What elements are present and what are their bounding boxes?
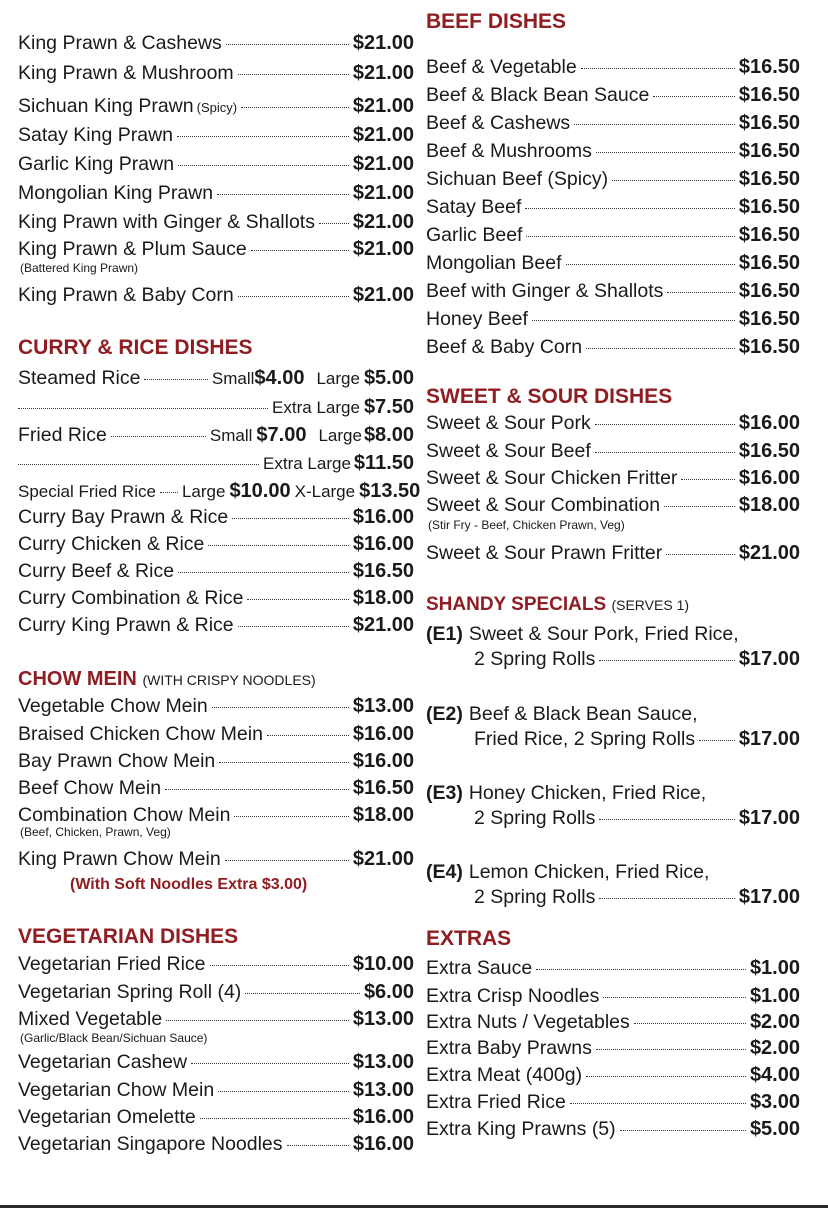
item-price: $16.50 xyxy=(738,336,800,358)
special-description: Sweet & Sour Pork, Fried Rice, xyxy=(468,623,739,645)
item-price: $16.50 xyxy=(738,140,800,162)
item-name: Sweet & Sour Prawn Fritter xyxy=(426,542,663,564)
item-name: Curry Bay Prawn & Rice xyxy=(18,506,229,528)
item-price: $13.00 xyxy=(352,1079,414,1101)
size-label: Large xyxy=(181,482,226,501)
menu-item-row xyxy=(426,1118,800,1141)
menu-item-row xyxy=(426,1011,800,1034)
item-name: King Prawn & Plum Sauce xyxy=(18,238,247,260)
dot-leader xyxy=(18,408,268,409)
dot-leader xyxy=(247,599,348,600)
size-label: X-Large xyxy=(294,482,356,501)
dot-leader xyxy=(191,1063,349,1064)
item-name: Beef & Cashews xyxy=(426,112,571,134)
item-name: Curry Beef & Rice xyxy=(18,560,175,582)
dot-leader xyxy=(586,1076,746,1077)
item-price: $13.00 xyxy=(352,1051,414,1073)
menu-item-row xyxy=(18,848,414,871)
item-price: $17.00 xyxy=(738,728,800,750)
item-name: Vegetarian Fried Rice xyxy=(18,953,206,975)
dot-leader xyxy=(596,152,735,153)
dot-leader xyxy=(166,1020,349,1021)
item-name: Vegetable Chow Mein xyxy=(18,695,208,717)
dot-leader xyxy=(218,1091,349,1092)
menu-item-row xyxy=(18,804,414,827)
size-label: Small xyxy=(211,369,255,388)
menu-item-row xyxy=(18,32,414,55)
menu-item-row xyxy=(18,1133,414,1156)
size-label: Extra Large xyxy=(263,454,351,473)
menu-item-row xyxy=(18,506,414,529)
shandy-heading xyxy=(426,594,689,616)
menu-item-row xyxy=(18,614,414,637)
dot-leader xyxy=(581,68,735,69)
special-description: Honey Chicken, Fried Rice, xyxy=(468,782,707,804)
special-description: Lemon Chicken, Fried Rice, xyxy=(468,861,710,883)
special-description: Beef & Black Bean Sauce, xyxy=(468,703,698,725)
sweet-sour-heading: SWEET & SOUR DISHES xyxy=(426,385,673,408)
item-price: $21.00 xyxy=(352,238,414,260)
dot-leader xyxy=(319,223,349,224)
dot-leader xyxy=(225,860,349,861)
dot-leader xyxy=(144,379,207,380)
dot-leader xyxy=(599,819,734,820)
item-price: $21.00 xyxy=(352,153,414,175)
dot-leader xyxy=(599,660,734,661)
special-line-2 xyxy=(426,886,800,909)
item-name: Mixed Vegetable xyxy=(18,1008,163,1030)
item-name: Curry Combination & Rice xyxy=(18,587,244,609)
item-name: Curry King Prawn & Rice xyxy=(18,614,234,636)
item-name: King Prawn & Baby Corn xyxy=(18,284,234,306)
item-name: Beef & Mushrooms xyxy=(426,140,592,162)
item-price: $21.00 xyxy=(352,62,414,84)
special-description: 2 Spring Rolls xyxy=(474,886,596,908)
item-note: (Stir Fry - Beef, Chicken Prawn, Veg) xyxy=(428,518,625,532)
menu-item-row xyxy=(426,1064,800,1087)
item-price: $16.50 xyxy=(738,168,800,190)
item-price: $16.50 xyxy=(352,560,414,582)
menu-item-row xyxy=(426,985,800,1008)
dot-leader xyxy=(536,969,746,970)
vegetarian-heading: VEGETARIAN DISHES xyxy=(18,925,239,948)
special-description: 2 Spring Rolls xyxy=(474,807,596,829)
item-price: $16.00 xyxy=(738,412,800,434)
special-code: (E1) xyxy=(426,623,463,645)
soft-noodles-note: (With Soft Noodles Extra $3.00) xyxy=(70,876,308,893)
item-price: $21.00 xyxy=(352,95,414,117)
item-name: Satay King Prawn xyxy=(18,124,174,146)
item-price: $8.00 xyxy=(363,424,414,446)
dot-leader xyxy=(232,518,349,519)
item-price: $18.00 xyxy=(352,804,414,826)
dot-leader xyxy=(251,250,349,251)
menu-item-row xyxy=(18,981,414,1004)
item-name: Sweet & Sour Chicken Fritter xyxy=(426,467,678,489)
item-name: Vegetarian Singapore Noodles xyxy=(18,1133,283,1155)
dot-leader xyxy=(234,816,348,817)
menu-item-row xyxy=(18,62,414,85)
item-price: $21.00 xyxy=(738,542,800,564)
dot-leader xyxy=(681,479,734,480)
item-note: (Beef, Chicken, Prawn, Veg) xyxy=(20,825,171,839)
steamed-rice-xl-row xyxy=(18,396,414,419)
item-price: $13.50 xyxy=(359,480,421,502)
dot-leader xyxy=(160,492,178,493)
item-price: $13.00 xyxy=(352,1008,414,1030)
item-price: $7.00 xyxy=(256,424,307,446)
menu-item-row xyxy=(18,533,414,556)
special-description: 2 Spring Rolls xyxy=(474,648,596,670)
item-name: Vegetarian Omelette xyxy=(18,1106,196,1128)
menu-item-row xyxy=(18,238,414,261)
beef-heading: BEEF DISHES xyxy=(426,10,567,33)
dot-leader xyxy=(178,572,349,573)
item-name: King Prawn & Cashews xyxy=(18,32,222,54)
item-price: $21.00 xyxy=(352,211,414,233)
item-price: $3.00 xyxy=(749,1091,800,1113)
menu-item-row xyxy=(18,750,414,773)
shandy-subtitle: (SERVES 1) xyxy=(611,597,690,613)
item-price: $16.00 xyxy=(352,1133,414,1155)
item-price: $21.00 xyxy=(352,848,414,870)
item-price: $13.00 xyxy=(352,695,414,717)
item-name: Extra King Prawns (5) xyxy=(426,1118,616,1140)
menu-item-row xyxy=(18,560,414,583)
item-price: $16.50 xyxy=(738,308,800,330)
item-name: Extra Nuts / Vegetables xyxy=(426,1011,630,1033)
item-price: $1.00 xyxy=(749,957,800,979)
menu-item-row xyxy=(18,953,414,976)
menu-item-row xyxy=(426,494,800,517)
dot-leader xyxy=(217,194,349,195)
menu-item-row xyxy=(426,56,800,79)
special-line-1 xyxy=(426,703,800,726)
item-name: Sweet & Sour Beef xyxy=(426,440,591,462)
dot-leader xyxy=(210,965,349,966)
item-price: $5.00 xyxy=(363,367,414,389)
dot-leader xyxy=(238,296,349,297)
item-price: $16.50 xyxy=(352,777,414,799)
dot-leader xyxy=(525,208,734,209)
menu-item-row xyxy=(18,182,414,205)
item-price: $16.50 xyxy=(738,56,800,78)
item-price: $2.00 xyxy=(749,1011,800,1033)
dot-leader xyxy=(599,898,734,899)
item-name: Vegetarian Spring Roll (4) xyxy=(18,981,242,1003)
item-price: $16.50 xyxy=(738,224,800,246)
item-note: (Battered King Prawn) xyxy=(20,261,139,275)
menu-item-row xyxy=(426,112,800,135)
shandy-title: SHANDY SPECIALS xyxy=(426,594,607,615)
dot-leader xyxy=(586,348,735,349)
item-price: $17.00 xyxy=(738,648,800,670)
menu-item-row xyxy=(18,777,414,800)
size-label: Small xyxy=(209,426,253,445)
dot-leader xyxy=(634,1023,746,1024)
item-name: King Prawn with Ginger & Shallots xyxy=(18,211,315,233)
item-name: Bay Prawn Chow Mein xyxy=(18,750,216,772)
item-price: $10.00 xyxy=(229,480,291,502)
item-price: $16.00 xyxy=(352,533,414,555)
menu-item-row xyxy=(18,124,414,147)
item-price: $21.00 xyxy=(352,614,414,636)
dot-leader xyxy=(596,1049,746,1050)
item-price: $16.00 xyxy=(352,506,414,528)
menu-item-row xyxy=(426,308,800,331)
dot-leader xyxy=(18,464,259,465)
item-price: $16.50 xyxy=(738,252,800,274)
dot-leader xyxy=(165,789,349,790)
item-name: Fried Rice xyxy=(18,424,107,446)
dot-leader xyxy=(245,993,360,994)
item-price: $4.00 xyxy=(254,367,305,389)
item-name: Sweet & Sour Combination xyxy=(426,494,661,516)
item-name: Curry Chicken & Rice xyxy=(18,533,205,555)
item-price: $4.00 xyxy=(749,1064,800,1086)
dot-leader xyxy=(664,506,735,507)
menu-item-row xyxy=(426,1091,800,1114)
menu-item-row xyxy=(18,695,414,718)
menu-item-row xyxy=(18,95,414,118)
special-fried-rice-row xyxy=(18,480,421,503)
item-price: $16.50 xyxy=(738,84,800,106)
item-price: $16.50 xyxy=(738,440,800,462)
menu-item-row xyxy=(426,957,800,980)
menu-item-row xyxy=(426,280,800,303)
dot-leader xyxy=(526,236,734,237)
item-price: $18.00 xyxy=(352,587,414,609)
extras-heading: EXTRAS xyxy=(426,927,512,950)
item-name: Steamed Rice xyxy=(18,367,141,389)
dot-leader xyxy=(241,107,349,108)
item-name: King Prawn & Mushroom xyxy=(18,62,234,84)
dot-leader xyxy=(200,1118,349,1119)
item-name: Extra Sauce xyxy=(426,957,533,979)
item-name: Beef & Vegetable xyxy=(426,56,577,78)
item-name: Garlic King Prawn xyxy=(18,153,175,175)
dot-leader xyxy=(532,320,735,321)
chow-mein-subtitle: (WITH CRISPY NOODLES) xyxy=(142,672,316,688)
item-price: $21.00 xyxy=(352,124,414,146)
item-name: Honey Beef xyxy=(426,308,528,330)
special-code: (E4) xyxy=(426,861,463,883)
dot-leader xyxy=(612,180,735,181)
item-name: King Prawn Chow Mein xyxy=(18,848,221,870)
dot-leader xyxy=(595,452,735,453)
dot-leader xyxy=(178,165,349,166)
item-price: $16.50 xyxy=(738,112,800,134)
dot-leader xyxy=(238,74,349,75)
special-line-2 xyxy=(426,807,800,830)
item-price: $21.00 xyxy=(352,32,414,54)
item-price: $16.00 xyxy=(738,467,800,489)
dot-leader xyxy=(177,136,349,137)
dot-leader xyxy=(111,436,206,437)
dot-leader xyxy=(212,707,349,708)
item-tag: (Spicy) xyxy=(196,100,238,115)
item-name: Beef & Black Bean Sauce xyxy=(426,84,650,106)
special-line-1 xyxy=(426,782,800,805)
dot-leader xyxy=(238,626,349,627)
size-label: Large xyxy=(316,369,360,388)
menu-item-row xyxy=(18,1106,414,1129)
item-name: Mongolian King Prawn xyxy=(18,182,214,204)
item-name: Combination Chow Mein xyxy=(18,804,231,826)
dot-leader xyxy=(287,1145,349,1146)
fried-rice-xl-row xyxy=(18,452,414,475)
item-price: $1.00 xyxy=(749,985,800,1007)
item-price: $21.00 xyxy=(352,182,414,204)
dot-leader xyxy=(574,124,735,125)
chow-mein-heading xyxy=(18,668,316,691)
menu-item-row xyxy=(426,140,800,163)
menu-item-row xyxy=(426,440,800,463)
item-price: $10.00 xyxy=(352,953,414,975)
item-price: $21.00 xyxy=(352,284,414,306)
menu-item-row xyxy=(426,168,800,191)
dot-leader xyxy=(666,554,735,555)
dot-leader xyxy=(267,735,349,736)
dot-leader xyxy=(699,740,735,741)
item-name: Mongolian Beef xyxy=(426,252,562,274)
dot-leader xyxy=(566,264,735,265)
dot-leader xyxy=(226,44,349,45)
menu-item-row xyxy=(426,84,800,107)
item-name: Vegetarian Cashew xyxy=(18,1051,188,1073)
chow-mein-title: CHOW MEIN xyxy=(18,668,137,690)
menu-item-row xyxy=(18,1051,414,1074)
special-line-1 xyxy=(426,623,800,646)
menu-item-row xyxy=(426,1037,800,1060)
size-label: Extra Large xyxy=(272,398,360,417)
item-price: $2.00 xyxy=(749,1037,800,1059)
item-price: $11.50 xyxy=(353,452,414,474)
item-name: Extra Crisp Noodles xyxy=(426,985,600,1007)
item-price: $17.00 xyxy=(738,886,800,908)
special-code: (E3) xyxy=(426,782,463,804)
item-price: $7.50 xyxy=(363,396,414,418)
menu-item-row xyxy=(426,336,800,359)
item-price: $17.00 xyxy=(738,807,800,829)
menu-item-row xyxy=(426,542,800,565)
item-price: $6.00 xyxy=(363,981,414,1003)
menu-item-row xyxy=(18,1008,414,1031)
menu-item-row xyxy=(18,284,414,307)
dot-leader xyxy=(570,1103,746,1104)
item-name: Extra Baby Prawns xyxy=(426,1037,592,1059)
dot-leader xyxy=(595,424,735,425)
dot-leader xyxy=(620,1130,746,1131)
item-name: Vegetarian Chow Mein xyxy=(18,1079,215,1101)
item-price: $16.00 xyxy=(352,750,414,772)
item-name: Garlic Beef xyxy=(426,224,523,246)
item-name: Extra Meat (400g) xyxy=(426,1064,583,1086)
special-line-2 xyxy=(426,728,800,751)
item-name: Sweet & Sour Pork xyxy=(426,412,591,434)
menu-item-row xyxy=(18,153,414,176)
dot-leader xyxy=(603,997,746,998)
size-label: Large xyxy=(318,426,362,445)
item-name: Beef with Ginger & Shallots xyxy=(426,280,664,302)
item-price: $18.00 xyxy=(738,494,800,516)
fried-rice-row xyxy=(18,424,414,447)
special-description: Fried Rice, 2 Spring Rolls xyxy=(474,728,696,750)
item-name: Beef & Baby Corn xyxy=(426,336,583,358)
dot-leader xyxy=(208,545,348,546)
menu-item-row xyxy=(426,224,800,247)
dot-leader xyxy=(653,96,735,97)
item-name: Extra Fried Rice xyxy=(426,1091,566,1113)
item-name: Sichuan Beef (Spicy) xyxy=(426,168,609,190)
item-price: $16.00 xyxy=(352,1106,414,1128)
special-line-2 xyxy=(426,648,800,671)
menu-item-row xyxy=(18,587,414,610)
menu-item-row xyxy=(18,211,414,234)
item-name: Special Fried Rice xyxy=(18,482,156,501)
menu-item-row xyxy=(18,1079,414,1102)
steamed-rice-row xyxy=(18,367,414,390)
item-name: Beef Chow Mein xyxy=(18,777,162,799)
item-price: $5.00 xyxy=(749,1118,800,1140)
dot-leader xyxy=(667,292,734,293)
item-price: $16.00 xyxy=(352,723,414,745)
menu-item-row xyxy=(426,467,800,490)
item-price: $16.50 xyxy=(738,280,800,302)
item-name: Satay Beef xyxy=(426,196,522,218)
curry-heading: CURRY & RICE DISHES xyxy=(18,336,253,359)
item-name: Braised Chicken Chow Mein xyxy=(18,723,263,745)
dot-leader xyxy=(219,762,349,763)
special-line-1 xyxy=(426,861,800,884)
item-price: $16.50 xyxy=(738,196,800,218)
special-code: (E2) xyxy=(426,703,463,725)
menu-item-row xyxy=(18,723,414,746)
menu-item-row xyxy=(426,196,800,219)
menu-item-row xyxy=(426,252,800,275)
menu-item-row xyxy=(426,412,800,435)
item-note: (Garlic/Black Bean/Sichuan Sauce) xyxy=(20,1031,208,1045)
item-name: Sichuan King Prawn xyxy=(18,95,194,117)
